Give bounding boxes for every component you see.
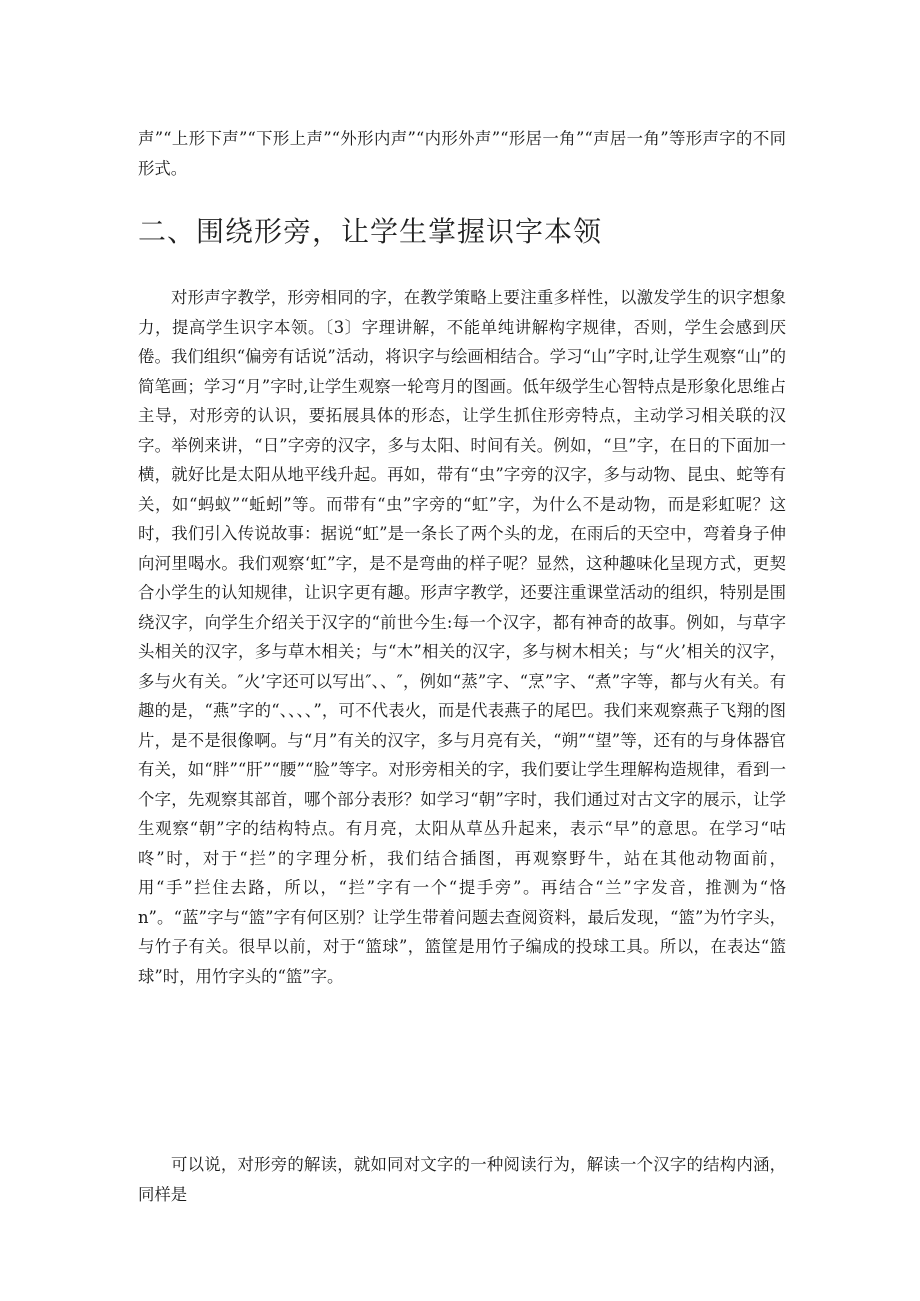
section-heading: 二、围绕形旁，让学生掌握识字本领: [138, 215, 603, 248]
continuation-paragraph: 声”“上形下声”“下形上声”“外形内声”“内形外声”“形居一角”“声居一角”等形声字的不同形式。: [138, 129, 786, 178]
main-paragraph: 对形声字教学，形旁相同的字，在教学策略上要注重多样性，以激发学生的识字想象力，提高学生识字本领。〔3〕字理讲解，不能单纯讲解构字规律，否则，学生会感到厌倦。我们组织“偏旁有话说”活动，将识字与绘画相结合。学习“山”字时,让学生观察“山”的简笔画；学习“月”字时,让学生观察一轮弯月的图画。低年级学生心智特点是形象化思维占主导，对形旁的认识，要拓展具体的形态，让学生抓住形旁特点，主动学习相关联的汉字。举例来讲，“日”字旁的汉字，多与太阳、时间有关。例如，“旦”字，在日的下面加一横，就好比是太阳从地平线升起。再如，带有“虫”字旁的汉字，多与动物、昆虫、蛇等有关，如“蚂蚁”“蚯蚓”等。而带有“虫”字旁的“虹”字，为什么不是动物，而是彩虹呢？这时，我们引入传说故事：据说“虹”是一条长了两个头的龙，在雨后的天空中，弯着身子伸向河里喝水。我们观察‘虹”字，是不是弯曲的样子呢？显然，这种趣味化呈现方式，更契合小学生的认知规律，让识字更有趣。形声字教学，还要注重课堂活动的组织，特别是围绕汉字，向学生介绍关于汉字的“前世今生:每一个汉字，都有神奇的故事。例如，与草字头相关的汉字，多与草木相关；与“木”相关的汉字，多与树木相关；与“火’相关的汉字，多与火有关。″火’字还可以写出″、、″，例如“蒸”字、“烹”字、“煮”字等，都与火有关。有趣的是，“燕”字的“、、、、”，可不代表火，而是代表燕子的尾巴。我们来观察燕子飞翔的图片，是不是很像啊。与“月”有关的汉字，多与月亮有关，“朔”“望”等，还有的与身体器官有关，如“胖”“肝”“腰”“脸”等字。对形旁相关的字，我们要让学生理解构造规律，看到一个字，先观察其部首，哪个部分表形？如学习“朝”字时，我们通过对古文字的展示，让学生观察“朝”字的结构特点。有月亮，太阳从草丛升起来，表示“早”的意思。在学习“咕咚”时，对于“拦”的字理分析，我们结合插图，再观察野牛，站在其他动物面前，用“手”拦住去路，所以，“拦”字有一个“提手旁”。再结合“兰”字发音，推测为“恪n”。“蓝”字与“篮”字有何区别？让学生带着问题去查阅资料，最后发现，“篮”为竹字头，与竹子有关。很早以前，对于“篮球”，篮筐是用竹子编成的投球工具。所以，在表达“篮球”时，用竹字头的“篮”字。: [138, 288, 786, 986]
final-paragraph: 可以说，对形旁的解读，就如同对文字的一种阅读行为，解读一个汉字的结构内涵，同样是: [138, 1155, 786, 1204]
